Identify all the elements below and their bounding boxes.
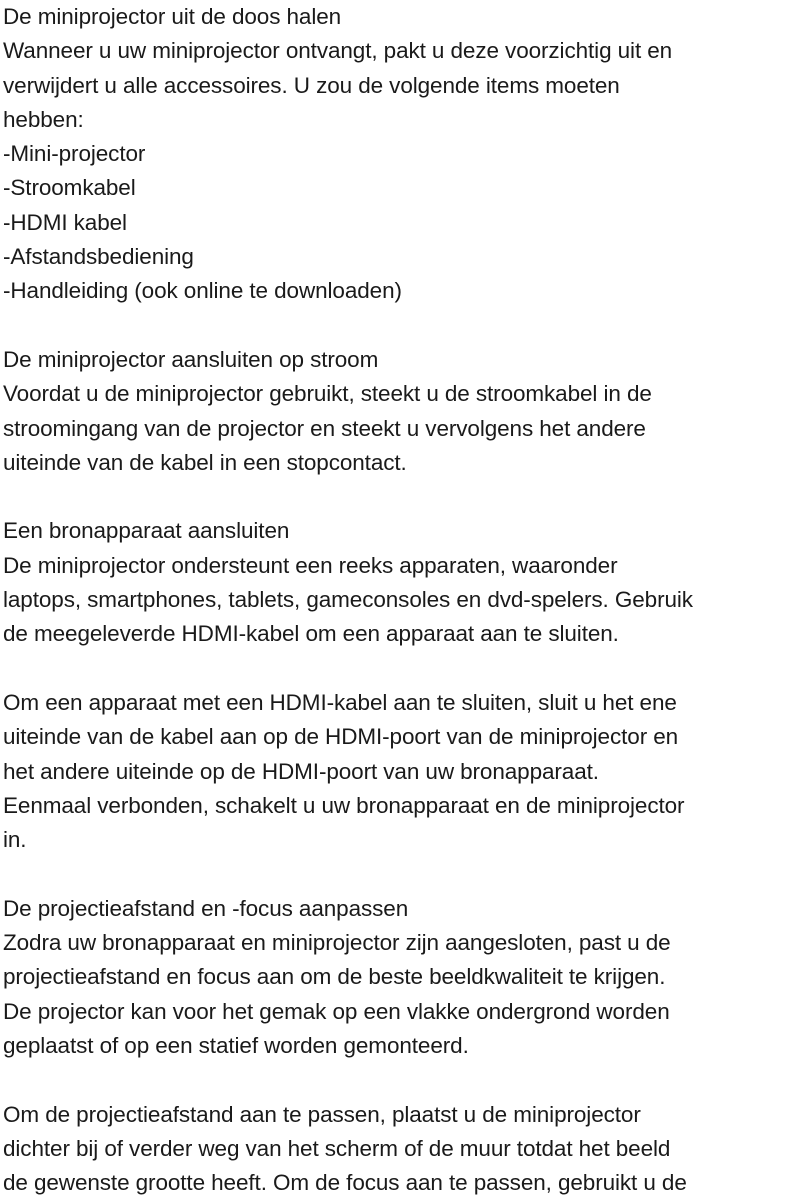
text-line: stroomingang van de projector en steekt u vervolgens het andere bbox=[3, 415, 646, 441]
section-heading-power: De miniprojector aansluiten op stroom bbox=[3, 346, 379, 372]
text-line: Zodra uw bronapparaat en miniprojector zijn aangesloten, past u de bbox=[3, 930, 671, 956]
text-line: projectieafstand en focus aan om de beste beeldkwaliteit te krijgen. bbox=[3, 964, 666, 990]
list-item: -Handleiding (ook online te downloaden) bbox=[3, 278, 402, 304]
section-heading-focus: De projectieafstand en -focus aanpassen bbox=[3, 895, 409, 921]
list-item: -Mini-projector bbox=[3, 141, 146, 167]
text-line: Eenmaal verbonden, schakelt u uw bronapparaat en de miniprojector bbox=[3, 792, 685, 818]
text-line: uiteinde van de kabel aan op de HDMI-poort van de miniprojector en bbox=[3, 724, 679, 750]
paragraph-spacer bbox=[3, 480, 796, 514]
paragraph-spacer bbox=[3, 857, 796, 891]
text-line: de meegeleverde HDMI-kabel om een apparaat aan te sluiten. bbox=[3, 621, 619, 647]
paragraph-spacer bbox=[3, 1063, 796, 1097]
paragraph-spacer bbox=[3, 309, 796, 343]
text-line: Wanneer u uw miniprojector ontvangt, pakt u deze voorzichtig uit en bbox=[3, 38, 673, 64]
text-line: laptops, smartphones, tablets, gameconsoles en dvd-spelers. Gebruik bbox=[3, 587, 693, 613]
paragraph-spacer bbox=[3, 652, 796, 686]
text-line: Voordat u de miniprojector gebruikt, steekt u de stroomkabel in de bbox=[3, 381, 652, 407]
section-heading-unboxing: De miniprojector uit de doos halen bbox=[3, 4, 342, 29]
text-line: dichter bij of verder weg van het scherm of de muur totdat het beeld bbox=[3, 1135, 671, 1161]
text-line: het andere uiteinde op de HDMI-poort van uw bronapparaat. bbox=[3, 758, 599, 784]
text-line: hebben: bbox=[3, 106, 84, 132]
text-line: Om een apparaat met een HDMI-kabel aan te sluiten, sluit u het ene bbox=[3, 689, 677, 715]
list-item: -Stroomkabel bbox=[3, 175, 136, 201]
text-line: uiteinde van de kabel in een stopcontact. bbox=[3, 449, 407, 475]
document-page bbox=[3, 0, 796, 1200]
section-heading-source-device: Een bronapparaat aansluiten bbox=[3, 518, 290, 544]
text-line: de gewenste grootte heeft. Om de focus aan te passen, gebruikt u de bbox=[3, 1170, 687, 1196]
text-line: De projector kan voor het gemak op een vlakke ondergrond worden bbox=[3, 998, 670, 1024]
text-line: geplaatst of op een statief worden gemonteerd. bbox=[3, 1032, 469, 1058]
text-line: verwijdert u alle accessoires. U zou de volgende items moeten bbox=[3, 72, 620, 98]
text-line: De miniprojector ondersteunt een reeks apparaten, waaronder bbox=[3, 552, 618, 578]
list-item: -HDMI kabel bbox=[3, 209, 127, 235]
text-line: in. bbox=[3, 827, 27, 853]
list-item: -Afstandsbediening bbox=[3, 244, 194, 270]
text-line: Om de projectieafstand aan te passen, plaatst u de miniprojector bbox=[3, 1101, 641, 1127]
